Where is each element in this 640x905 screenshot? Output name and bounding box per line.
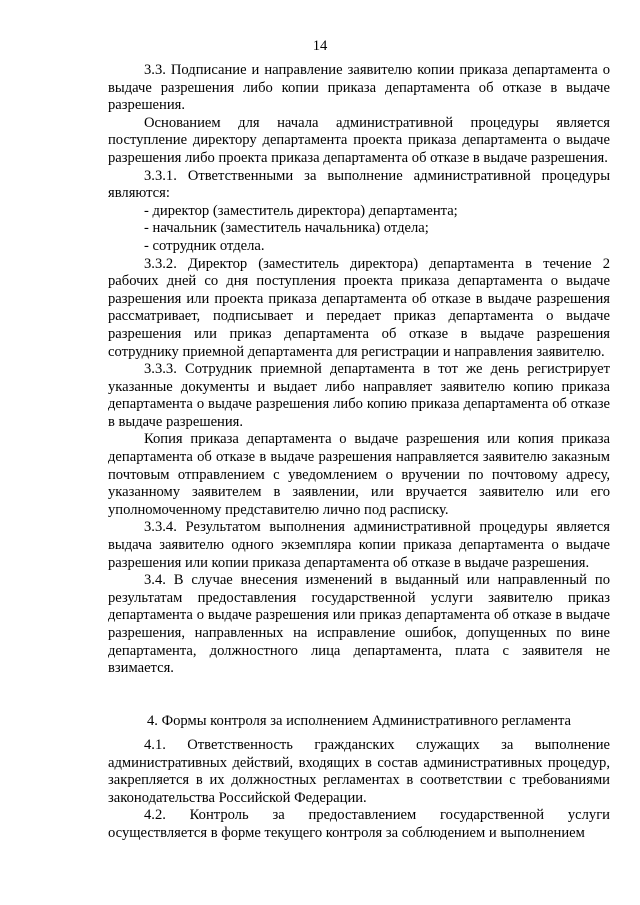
paragraph: 4.2. Контроль за предоставлением государственной услуги осуществляется в форме текущего контроля за соблюдением и выполнением (108, 807, 610, 841)
paragraph: 3.3.3. Сотрудник приемной департамента в тот же день регистрирует указанные документы и выдает либо направляет заявителю копию приказа департамента о выдаче разрешения либо копию приказа департамента об отказе в выдаче разрешения. (108, 361, 610, 430)
page-number: 14 (312, 38, 328, 54)
list-item: - начальник (заместитель начальника) отдела; (144, 220, 429, 237)
list-item: - сотрудник отдела. (144, 237, 265, 254)
body-text-section-4 (108, 737, 610, 843)
paragraph: 4.1. Ответственность гражданских служащих за выполнение административных действий, входящих в состав административных процедур, закрепляется в их должностных регламентах в соответствии с требованиями законодательства Российской Федерации. (108, 737, 610, 806)
paragraph: 3.4. В случае внесения изменений в выданный или направленный по результатам предоставления государственной услуги заявителю приказ департамента о выдаче разрешения или приказ департамента об отказе в выдаче разрешения, направленных на исправление ошибок, допущенных по вине департамента, должностного лица департамента, плата с заявителя не взимается. (108, 572, 610, 677)
list-item: - директор (заместитель директора) департамента; (144, 202, 458, 219)
paragraph: Копия приказа департамента о выдаче разрешения или копия приказа департамента об отказе в выдаче разрешения направляется заявителю заказным почтовым отправлением с уведомлением о вручении по почтовому адресу, указанному заявителем в заявлении, или вручается заявителю или его уполномоченному представителю лично под расписку. (108, 431, 610, 518)
paragraph: 3.3.2. Директор (заместитель директора) департамента в течение 2 рабочих дней со дня поступления проекта приказа департамента о выдаче разрешения или проекта приказа департамента об отказе в выдаче разрешения рассматривает, подписывает и передает приказ департамента о выдаче разрешения или приказ департамента об отказе в выдаче разрешения сотруднику приемной департамента для регистрации и направления заявителю. (108, 255, 610, 360)
body-text-section-3 (108, 62, 610, 678)
paragraph: 3.3. Подписание и направление заявителю копии приказа департамента о выдаче разрешения либо копии приказа департамента об отказе в выдаче разрешения. (108, 62, 610, 114)
paragraph: 3.3.1. Ответственными за выполнение административной процедуры являются: (108, 167, 610, 202)
paragraph: 3.3.4. Результатом выполнения административной процедуры является выдача заявителю одного экземпляра копии приказа департамента о выдаче разрешения или копии приказа департамента об отказе в выдаче разрешения. (108, 519, 610, 571)
section-heading: 4. Формы контроля за исполнением Административного регламента (146, 713, 572, 729)
paragraph: Основанием для начала административной процедуры является поступление директору департамента проекта приказа департамента о выдаче разрешения либо проекта приказа департамента об отказе в выдаче разрешения. (108, 114, 610, 166)
